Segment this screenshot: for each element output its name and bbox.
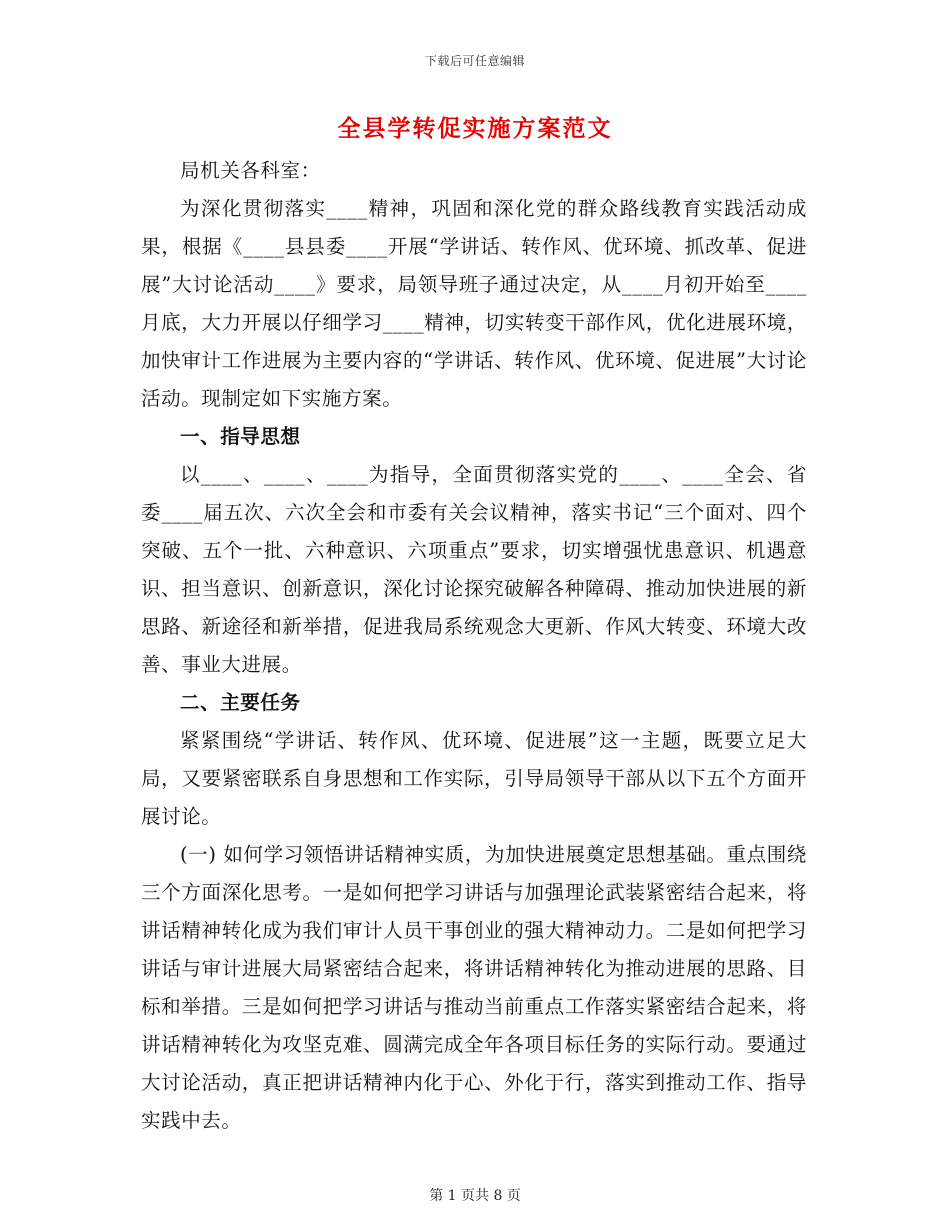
section-heading-main-tasks: 二、主要任务	[180, 691, 301, 714]
paragraph-task-one: (一) 如何学习领悟讲话精神实质，为加快进展奠定思想基础。重点围绕三个方面深化思考。一是如何把学习讲话与加强理论武装紧密结合起来，将讲话精神转化成为我们审计人员干事创业的强大精神动力。二是如何把学习讲话与审计进展大局紧密结合起来，将讲话精神转化为推动进展的思路、目标和举措。三是如何把学习讲话与推动当前重点工作落实紧密结合起来，将讲话精神转化为攻坚克难、圆满完成全年各项目标任务的实际行动。要通过大讨论活动，真正把讲话精神内化于心、外化于行，落实到推动工作、指导实践中去。	[141, 843, 807, 1132]
document-body	[141, 152, 807, 1140]
page-header-note: 下载后可任意编辑	[424, 54, 525, 68]
page-number: 第 1 页共 8 页	[429, 1188, 521, 1204]
salutation: 局机关各科室：	[180, 159, 321, 182]
section-heading-guiding-ideology: 一、指导思想	[180, 425, 301, 448]
paragraph-intro: 为深化贯彻落实____精神，巩固和深化党的群众路线教育实践活动成果，根据《____县县委____开展“学讲话、转作风、优环境、抓改革、促进展”大讨论活动____》要求，局领导班子通过决定，从____月初开始至____月底，大力开展以仔细学习____精神，切实转变干部作风，优化进展环境，加快审计工作进展为主要内容的“学讲话、转作风、优环境、促进展”大讨论活动。现制定如下实施方案。	[141, 197, 807, 410]
document-title: 全县学转促实施方案范文	[337, 115, 613, 142]
paragraph-guiding-ideology: 以____、____、____为指导，全面贯彻落实党的____、____全会、省委____届五次、六次全会和市委有关会议精神，落实书记“三个面对、四个突破、五个一批、六种意识、六项重点”要求，切实增强忧患意识、机遇意识、担当意识、创新意识，深化讨论探究破解各种障碍、推动加快进展的新思路、新途径和新举措，促进我局系统观念大更新、作风大转变、环境大改善、事业大进展。	[141, 463, 807, 676]
paragraph-main-tasks: 紧紧围绕“学讲话、转作风、优环境、促进展”这一主题，既要立足大局，又要紧密联系自身思想和工作实际，引导局领导干部从以下五个方面开展讨论。	[141, 729, 807, 828]
